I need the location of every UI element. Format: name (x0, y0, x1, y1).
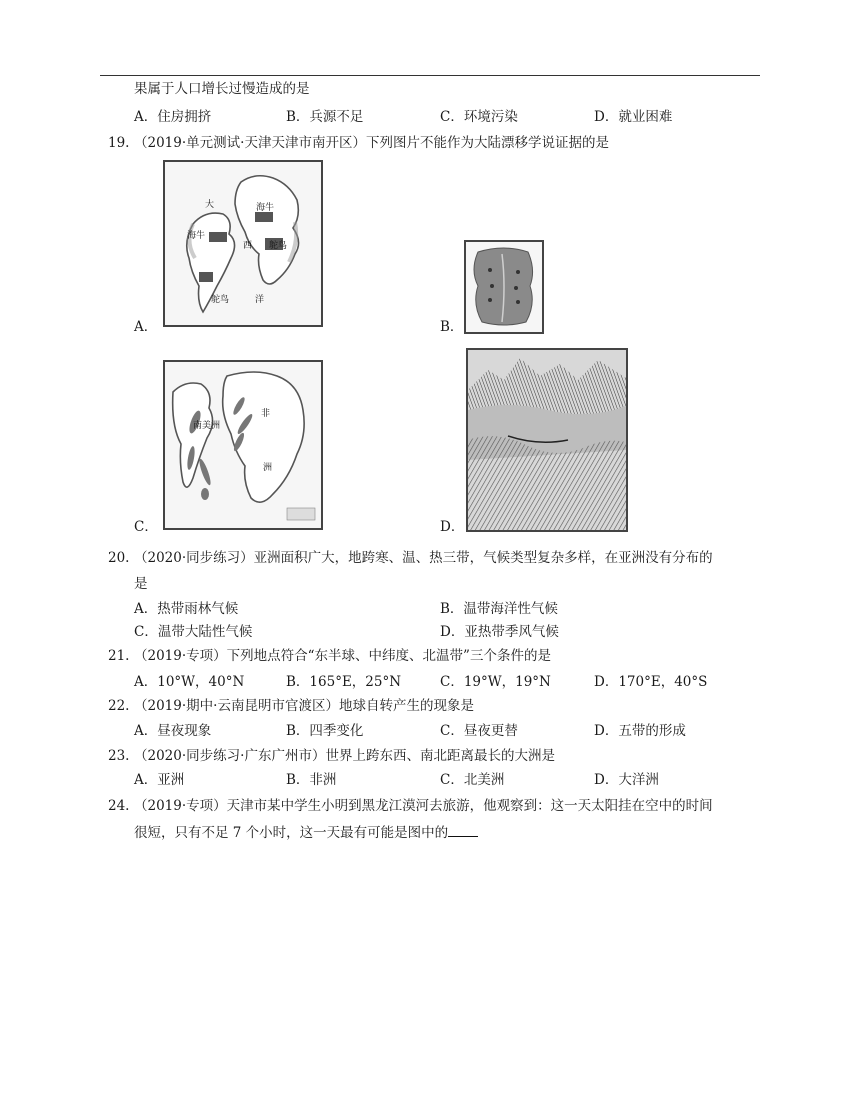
q21-option-a: A．10°W，40°N (134, 674, 245, 690)
figure-c-label-2: 非 (261, 409, 271, 419)
q23-option-d: D．大洋洲 (594, 772, 659, 788)
q21-option-c: C．19°W，19°N (440, 674, 551, 690)
q20-option-c: C．温带大陆性气候 (134, 624, 253, 640)
q20-number: 20. (108, 550, 130, 566)
q22-stem: （2019·期中·云南昆明市官渡区）地球自转产生的现象是 (134, 698, 474, 714)
q23-option-a: A．亚洲 (134, 772, 185, 788)
header-rule (100, 75, 760, 76)
q20-stem-line2: 是 (134, 576, 148, 592)
figure-a-label-4: 西 (243, 241, 253, 251)
q20-option-d: D．亚热带季风气候 (440, 624, 559, 640)
figure-a-label-5: 鸵鸟 (269, 241, 288, 251)
q21-number: 21. (108, 648, 130, 664)
figure-c-label-3: 洲 (263, 463, 273, 473)
q19-label-d: D． (440, 519, 465, 535)
q19-label-b: B． (440, 319, 464, 335)
q24-stem-line2-wrap (134, 822, 478, 842)
figure-a-label-6: 鸵鸟 (211, 295, 230, 305)
q19-stem: （2019·单元测试·天津天津市南开区）下列图片不能作为大陆漂移学说证据的是 (134, 135, 609, 151)
figure-a-label-2: 海牛 (256, 203, 275, 213)
q22-option-d: D．五带的形成 (594, 723, 686, 739)
q18-option-a: A．住房拥挤 (134, 109, 212, 125)
figure-a-continent-fossil-map (163, 160, 323, 327)
q18-option-b: B．兵源不足 (286, 109, 364, 125)
q23-number: 23. (108, 748, 130, 764)
q24-stem-line1: （2019·专项）天津市某中学生小明到黑龙江漠河去旅游，他观察到：这一天太阳挂在空中的时间 (134, 798, 713, 814)
q21-option-b: B．165°E，25°N (286, 674, 402, 690)
q23-option-b: B．非洲 (286, 772, 337, 788)
q18-stem-continued: 果属于人口增长过慢造成的是 (134, 81, 310, 97)
q22-option-b: B．四季变化 (286, 723, 364, 739)
q21-stem: （2019·专项）下列地点符合“东半球、中纬度、北温带”三个条件的是 (134, 648, 551, 664)
q24-stem-line2: 很短，只有不足 7 个小时，这一天最有可能是图中的 (134, 825, 449, 841)
q24-answer-blank[interactable] (448, 822, 478, 837)
q22-option-c: C．昼夜更替 (440, 723, 518, 739)
q21-option-d: D．170°E，40°S (594, 674, 708, 690)
figure-a-label-3: 海牛 (187, 231, 206, 241)
q23-option-c: C．北美洲 (440, 772, 505, 788)
q19-number: 19. (108, 135, 130, 151)
q20-stem-line1: （2020·同步练习）亚洲面积广大，地跨寒、温、热三带，气候类型复杂多样，在亚洲没有分布的 (134, 550, 713, 566)
q19-label-a: A． (134, 319, 158, 335)
q22-option-a: A．昼夜现象 (134, 723, 212, 739)
q23-stem: （2020·同步练习·广东广州市）世界上跨东西、南北距离最长的大洲是 (134, 748, 555, 764)
figure-c-label-1: 南美洲 (193, 421, 221, 431)
figure-a-label-1: 大 (205, 200, 215, 210)
q20-option-b: B．温带海洋性气候 (440, 601, 558, 617)
figure-c-glacier-map (163, 360, 323, 530)
q20-option-a: A．热带雨林气候 (134, 601, 239, 617)
q24-number: 24. (108, 798, 130, 814)
q18-option-d: D．就业困难 (594, 109, 673, 125)
figure-a-label-7: 洋 (255, 295, 265, 305)
figure-d-landscape-sketch (466, 348, 628, 532)
q18-option-c: C．环境污染 (440, 109, 518, 125)
figure-b-rock-map (464, 240, 544, 334)
q19-label-c: C． (134, 519, 158, 535)
q22-number: 22. (108, 698, 130, 714)
